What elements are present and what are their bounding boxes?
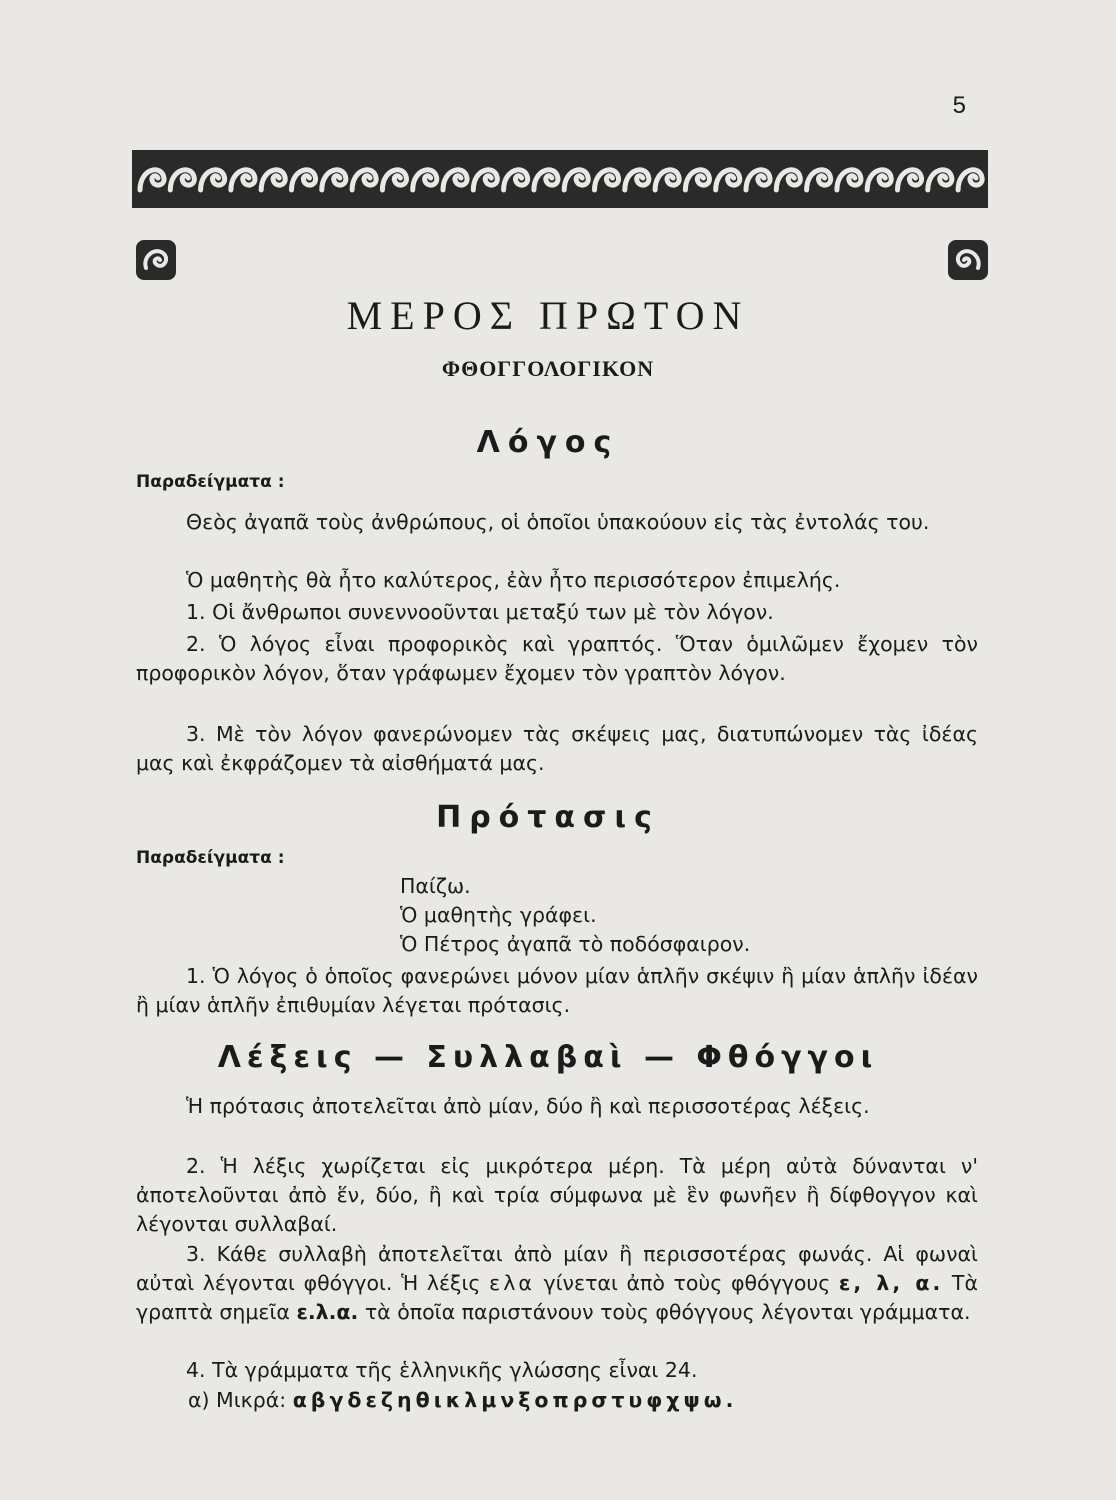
heading-lexeis: Λέξεις — Συλλαβαὶ — Φθόγγοι	[217, 1040, 879, 1075]
protasis-point-1: 1. Ὁ λόγος ὁ ὁποῖος φανερώνει μόνον μίαν ἁπλῆν σκέψιν ἢ μίαν ἁπλῆν ἰδέαν ἢ μίαν ἁπλῆν ἐπιθυμίαν λέγεται πρότασις.	[136, 964, 978, 1017]
logos-example-2: Ὁ μαθητὴς θὰ ἦτο καλύτερος, ἐὰν ἦτο περισσότερον ἐπιμελής.	[186, 568, 841, 592]
examples-label-logos: Παραδείγματα :	[136, 472, 285, 492]
logos-point-1: 1. Οἱ ἄνθρωποι συνεννοοῦνται μεταξύ των μὲ τὸν λόγον.	[186, 600, 774, 624]
protasis-example-3: Ὁ Πέτρος ἀγαπᾶ τὸ ποδόσφαιρον.	[400, 932, 751, 956]
heading-protasis: Πρότασις	[436, 800, 660, 835]
page-number: 5	[952, 92, 966, 119]
logos-example-1: Θεὸς ἀγαπᾶ τοὺς ἀνθρώπους, οἱ ὁποῖοι ὑπακούουν εἰς τὰς ἐντολάς του.	[186, 510, 930, 534]
lexeis-paragraph-1: Ἡ πρότασις ἀποτελεῖται ἀπὸ μίαν, δύο ἢ καὶ περισσοτέρας λέξεις.	[186, 1094, 870, 1118]
part-title: ΜΕΡΟΣ ΠΡΩΤΟΝ	[346, 293, 750, 338]
lexeis-p3-text-a: 3. Κάθε συλλαβὴ ἀποτελεῖται ἀπὸ μίαν ἢ περισσοτέρας φωνάς. Αἱ φωναὶ αὐταὶ λέγονται φθόγγοι. Ἡ λέξις	[136, 1242, 978, 1295]
lexeis-paragraph-5	[188, 1386, 988, 1415]
lowercase-label: α) Μικρά:	[188, 1388, 287, 1412]
section-title: ΦΘΟΓΓΟΛΟΓΙΚΟΝ	[441, 356, 655, 381]
lexeis-paragraph-3	[136, 1240, 978, 1327]
lexeis-paragraph-4: 4. Τὰ γράμματα τῆς ἑλληνικῆς γλώσσης εἶναι 24.	[186, 1358, 698, 1382]
heading-logos: Λόγος	[476, 425, 620, 460]
lexeis-p3-text-d: τὰ ὁποῖα παριστάνουν τοὺς φθόγγους λέγονται γράμματα.	[364, 1300, 971, 1324]
logos-point-3: 3. Μὲ τὸν λόγον φανερώνομεν τὰς σκέψεις μας, διατυπώνομεν τὰς ἰδέας μας καὶ ἐκφράζομεν τὰ αἰσθήματά μας.	[136, 722, 978, 775]
logos-point-2: 2. Ὁ λόγος εἶναι προφορικὸς καὶ γραπτός. Ὅταν ὁμιλῶμεν ἔχομεν τὸν προφορικὸν λόγον, ὅταν γράφωμεν ἔχομεν τὸν γραπτὸν λόγον.	[136, 632, 978, 685]
examples-label-protasis: Παραδείγματα :	[136, 848, 285, 868]
lexeis-paragraph-2: 2. Ἡ λέξις χωρίζεται εἰς μικρότερα μέρη. Τὰ μέρη αὐτὰ δύνανται ν' ἀποτελοῦνται ἀπὸ ἕν, δύο, ἢ καὶ τρία σύμφωνα μὲ ἓν φωνῆεν ἢ δίφθογγον καὶ λέγονται συλλαβαί.	[136, 1154, 978, 1236]
protasis-example-2: Ὁ μαθητὴς γράφει.	[400, 903, 597, 927]
lexeis-p3-text-b: γίνεται ἀπὸ τοὺς φθόγγους	[543, 1271, 831, 1295]
lexeis-p3-text-c: Τὰ γραπτὰ σημεῖα	[136, 1271, 978, 1324]
spiral-corner-left-icon	[134, 238, 178, 282]
protasis-example-1: Παίζω.	[400, 874, 471, 898]
lexeis-p3-word: ελα	[489, 1271, 535, 1295]
lexeis-p3-signs: ε.λ.α.	[296, 1300, 359, 1324]
lexeis-p3-letters: ε, λ, α.	[838, 1271, 944, 1295]
lowercase-letters: αβγδεζηθικλμνξοπρστυφχψω.	[292, 1388, 738, 1412]
wave-scroll-border-icon	[132, 150, 988, 208]
spiral-corner-right-icon	[946, 238, 990, 282]
